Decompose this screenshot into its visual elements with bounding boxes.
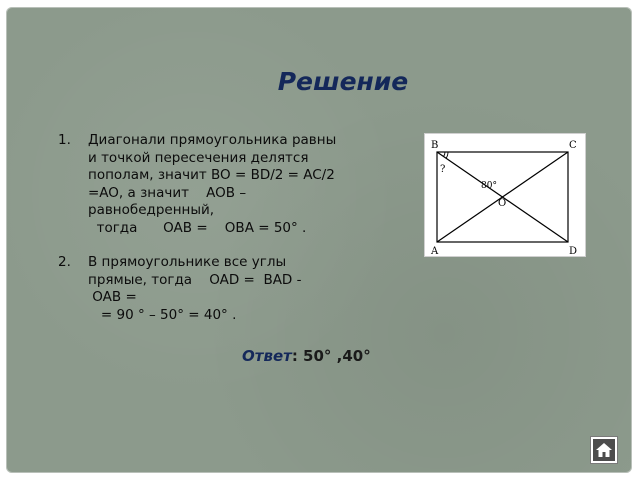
home-icon [593, 439, 615, 461]
vertex-b-label: B [431, 140, 439, 151]
step-line: тогда OAB = OBA = 50° . [88, 219, 307, 236]
step-line: = 90 ° – 50° = 40° . [88, 306, 237, 323]
house-glyph [595, 442, 613, 458]
angle-80-label: 80° [481, 181, 497, 191]
vertex-c-label: C [569, 140, 577, 151]
answer-value: : 50° ,40° [291, 347, 371, 365]
vertex-d-label: D [569, 246, 578, 256]
step-1 [58, 132, 418, 237]
step-line: В прямоугольнике все углы [88, 254, 287, 270]
answer-label: Ответ [242, 347, 292, 365]
angle-arc-b-2 [446, 152, 448, 158]
step-line: пополам, значит BO = BD/2 = AC/2 [88, 167, 335, 183]
step-line: равнобедренный, [88, 202, 215, 218]
step-number: 1. [58, 132, 71, 148]
step-line: прямые, тогда OAD = BAD - [88, 271, 302, 288]
answer [242, 347, 371, 365]
solution-steps [58, 132, 418, 324]
unknown-angle-mark: ? [440, 164, 446, 175]
rectangle-figure [424, 133, 586, 257]
home-button[interactable] [590, 436, 618, 464]
step-2 [58, 254, 418, 324]
vertex-a-label: A [431, 246, 439, 256]
step-number: 2. [58, 254, 71, 270]
center-o-label: O [498, 198, 507, 209]
angle-arc-b [444, 152, 445, 157]
step-line: =AO, а значит AOB – [88, 184, 247, 201]
slide-title: Решение [277, 67, 409, 96]
rectangle-diagram [425, 134, 585, 256]
step-line: и точкой пересечения делятся [88, 149, 309, 166]
step-line: Диагонали прямоугольника равны [88, 132, 337, 148]
step-line: OAB = [88, 289, 137, 305]
